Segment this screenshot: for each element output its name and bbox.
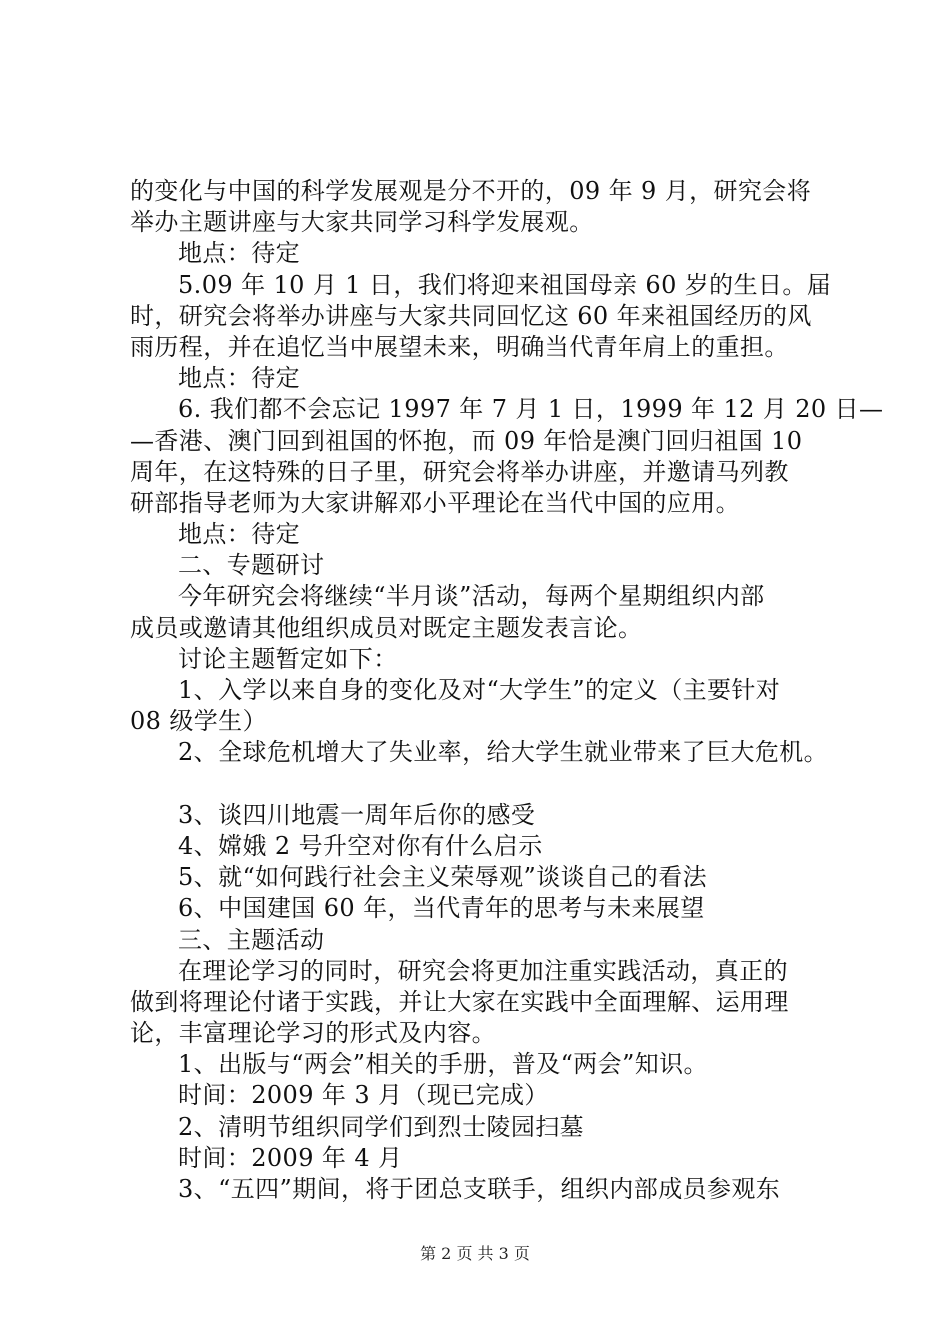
text-line: 周年，在这特殊的日子里，研究会将举办讲座，并邀请马列教: [130, 457, 789, 486]
list-item: 1、入学以来自身的变化及对“大学生”的定义（主要针对: [178, 676, 781, 704]
text-line: 08 级学生）: [130, 707, 267, 736]
list-item: 1、出版与“两会”相关的手册，普及“两会”知识。: [178, 1050, 708, 1079]
text-line: 做到将理论付诸于实践，并让大家在实践中全面理解、运用理: [130, 987, 789, 1016]
list-item: 4、嫦娥 2 号升空对你有什么启示: [178, 831, 543, 860]
section-heading: 三、主题活动: [178, 925, 325, 954]
text-line: 时，研究会将举办讲座与大家共同回忆这 60 年来祖国经历的风: [130, 301, 812, 330]
time-line: 时间：2009 年 4 月: [178, 1143, 403, 1172]
list-item: 5、就“如何践行社会主义荣辱观”谈谈自己的看法: [178, 863, 708, 892]
text-line: 的变化与中国的科学发展观是分不开的，09 年 9 月，研究会将: [130, 177, 812, 205]
text-line: 雨历程，并在追忆当中展望未来，明确当代青年肩上的重担。: [130, 332, 789, 361]
section-heading: 二、专题研讨: [178, 551, 325, 580]
text-line: —香港、澳门回到祖国的怀抱，而 09 年恰是澳门回归祖国 10: [130, 426, 803, 455]
text-line: 举办主题讲座与大家共同学习科学发展观。: [130, 208, 594, 237]
list-item: 6、中国建国 60 年，当代青年的思考与未来展望: [178, 894, 705, 923]
list-item: 2、清明节组织同学们到烈士陵园扫墓: [178, 1112, 585, 1141]
location-line: 地点：待定: [178, 364, 300, 393]
text-line: 6. 我们都不会忘记 1997 年 7 月 1 日，1999 年 12 月 20 日—: [178, 395, 884, 424]
body-text: [130, 176, 884, 1205]
text-line: 论，丰富理论学习的形式及内容。: [130, 1019, 496, 1048]
list-item: 2、全球危机增大了失业率，给大学生就业带来了巨大危机。: [178, 738, 829, 767]
text-line: 今年研究会将继续“半月谈”活动，每两个星期组织内部: [178, 582, 765, 611]
list-item: 3、谈四川地震一周年后你的感受: [178, 800, 536, 829]
page-footer: 第 2 页 共 3 页: [420, 1244, 530, 1263]
time-line: 时间：2009 年 3 月（现已完成）: [178, 1081, 549, 1110]
location-line: 地点：待定: [178, 520, 300, 549]
blank-line: [130, 769, 840, 800]
text-line: 5.09 年 10 月 1 日，我们将迎来祖国母亲 60 岁的生日。届: [178, 270, 832, 299]
text-line: 成员或邀请其他组织成员对既定主题发表言论。: [130, 613, 643, 642]
text-line: 研部指导老师为大家讲解邓小平理论在当代中国的应用。: [130, 488, 740, 517]
text-line: 在理论学习的同时，研究会将更加注重实践活动，真正的: [178, 956, 788, 985]
list-item: 3、“五四”期间，将于团总支联手，组织内部成员参观东: [178, 1175, 781, 1203]
location-line: 地点：待定: [178, 239, 300, 268]
text-line: 讨论主题暂定如下：: [178, 644, 398, 673]
